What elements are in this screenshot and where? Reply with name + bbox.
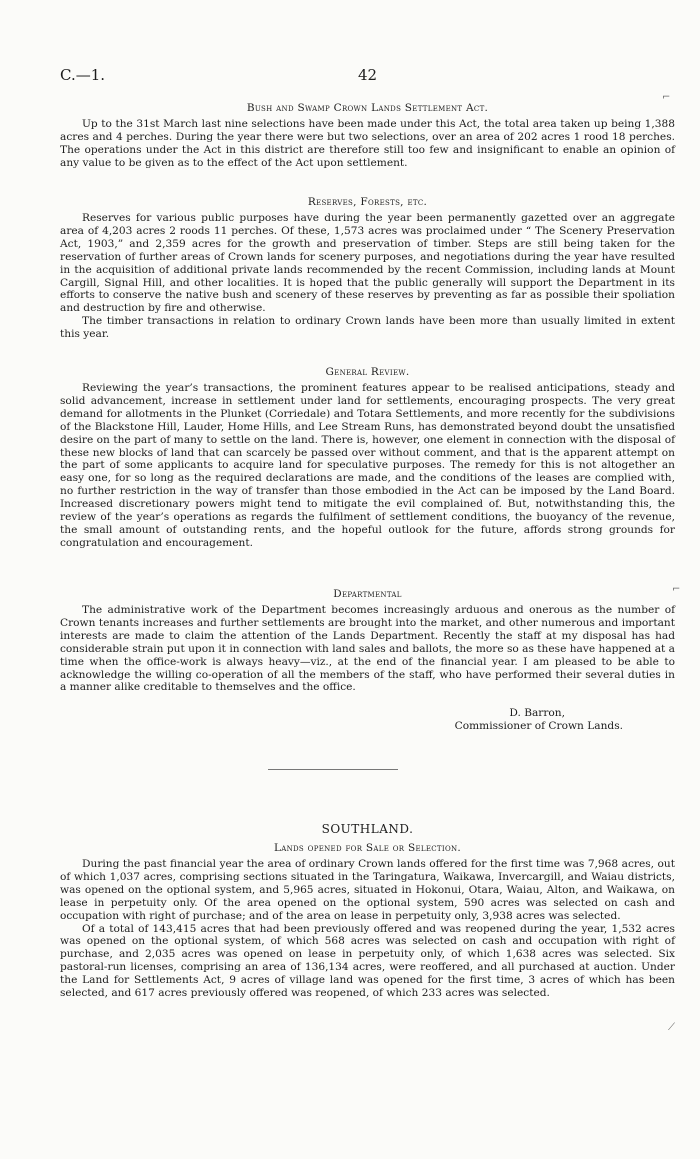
paragraph: Reviewing the year’s transactions, the prominent features appear to be realised anticipations, steady and solid advancement, increase in settlement under land for settlements, encouraging prospects. The very great demand for allotments in the Plunket (Corriedale) and Totara Settlements, and more recently for the subdivisions of the Blackstone Hill, Lauder, Home Hills, and Lee Stream Runs, has demonstrated beyond doubt the unsatisfied desire on the part of many to settle on the land. There is, however, one element in connection with the disposal of these new blocks of land that can scarcely be passed over without comment, and that is the apparent attempt on the part of some applicants to acquire land for speculative purposes. The remedy for this is not altogether an easy one, for so long as the required declarations are made, and the conditions of the leases are complied with, no further restriction in the way of transfer than those embodied in the Act can be imposed by the Land Board. Increased discretionary powers might tend to mitigate the evil complained of. But, notwithstanding this, the review of the year’s operations as regards the fulfilment of settlement conditions, the buoyancy of the revenue, the small amount of outstanding rents, and the hopeful outlook for the future, affords strong grounds for congratulation and encouragement. [60, 382, 675, 549]
region-title: SOUTHLAND. [321, 822, 414, 836]
signature-block [60, 707, 675, 733]
section-bush-swamp [60, 102, 675, 170]
section-southland [60, 822, 675, 1000]
paragraph: Up to the 31st March last nine selections have been made under this Act, the total area taken up being 1,388 acres and 4 perches. During the year there were but two selections, over an area of 202 acres 1 rood 18 perches. The operations under the Act in this district are therefore still too few and insignificant to enable an opinion of any value to be given as to the effect of the Act upon settlement. [60, 118, 675, 169]
signatory-title: Commissioner of Crown Lands. [454, 720, 623, 732]
page-number: 42 [357, 66, 378, 84]
section-heading: Lands opened for Sale or Selection. [273, 842, 462, 854]
document-reference: C.—1. [60, 66, 106, 84]
paragraph: The timber transactions in relation to ordinary Crown lands have been more than usually limited in extent this year. [60, 315, 675, 341]
section-reserves [60, 196, 675, 341]
section-heading: General Review. [325, 366, 410, 378]
section-heading: Departmental [333, 588, 402, 600]
margin-mark: ⌐ [672, 584, 681, 595]
section-departmental [60, 588, 675, 694]
paragraph: Of a total of 143,415 acres that had been previously offered and was reopened during the year, 1,532 acres was opened on the optional system, of which 568 acres was selected on cash and occupation with right of purchase, and 2,035 acres was opened on lease in perpetuity only, of which 1,638 acres was selected. Six pastoral-run licenses, comprising an area of 136,134 acres, were reoffered, and all purchased at auction. Under the Land for Settlements Act, 9 acres of village land was opened for the first time, 3 acres of which has been selected, and 617 acres previously offered was reopened, of which 233 acres was selected. [60, 922, 675, 1000]
paragraph: Reserves for various public purposes have during the year been permanently gazetted over an aggregate area of 4,203 acres 2 roods 11 perches. Of these, 1,573 acres was proclaimed under “ The Scenery Preservation Act, 1903,” and 2,359 acres for the growth and preservation of timber. Steps are still being taken for the reservation of further areas of Crown lands for scenery purposes, and negotiations during the year have resulted in the acquisition of additional private lands recommended by the recent Commission, including lands at Mount Cargill, Signal Hill, and other localities. It is hoped that the public generally will support the Department in its efforts to conserve the native bush and scenery of these reserves by preventing as far as possible their spoliation and destruction by fire and otherwise. [60, 212, 675, 315]
page-header [60, 66, 675, 86]
margin-mark: ⟋ [668, 1022, 675, 1033]
paragraph: The administrative work of the Department becomes increasingly arduous and onerous as the number of Crown tenants increases and further settlements are brought into the market, and other numerous and important interests are made to claim the attention of the Lands Department. Recently the staff at my disposal has had considerable strain put upon it in connection with land sales and ballots, the more so as these have happened at a time when the office-work is always heavy—viz., at the end of the financial year. I am pleased to be able to acknowledge the willing co-operation of all the members of the staff, who have performed their several duties in a manner alike creditable to themselves and the office. [60, 604, 675, 694]
section-heading: Bush and Swamp Crown Lands Settlement Act. [246, 102, 489, 114]
section-general-review [60, 366, 675, 550]
section-heading: Reserves, Forests, etc. [307, 196, 428, 208]
paragraph: During the past financial year the area of ordinary Crown lands offered for the first time was 7,968 acres, out of which 1,037 acres, comprising sections situated in the Taringatura, Waikawa, Invercargill, and Waiau districts, was opened on the optional system, and 5,965 acres, situated in Hokonui, Otara, Waiau, Alton, and Waikawa, on lease in perpetuity only. Of the area opened on the optional system, 590 acres was selected on cash and occupation with right of purchase; and of the area on lease in perpetuity only, 3,938 acres was selected. [60, 858, 675, 922]
margin-mark: ⌐ [662, 92, 671, 103]
signatory-name: D. Barron, [509, 707, 565, 719]
section-divider [268, 769, 398, 770]
